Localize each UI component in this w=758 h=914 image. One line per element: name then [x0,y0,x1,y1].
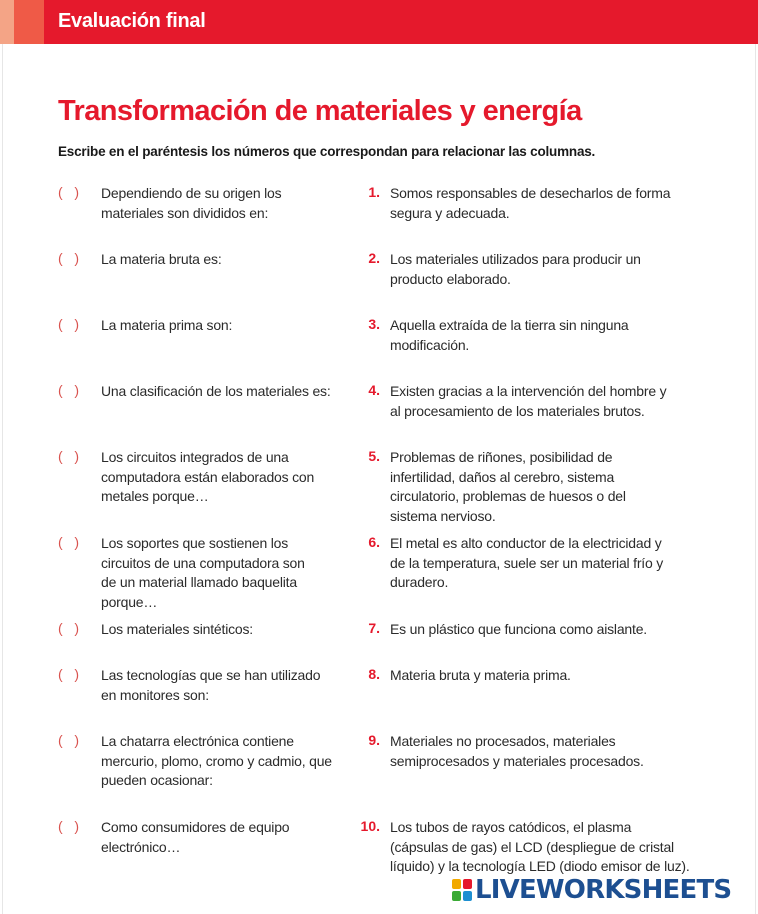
instructions: Escribe en el paréntesis los números que correspondan para relacionar las columnas. [58,144,596,159]
liveworksheets-logo [452,874,731,906]
right-column-statement: El metal es alto conductor de la electricidad y de la temperatura, suele ser un material frío y duradero. [390,535,664,590]
left-column-statement: La materia prima son: [101,317,233,333]
right-column-number: 2. [368,250,380,266]
right-column-statement: Problemas de riñones, posibilidad de infertilidad, daños al cerebro, sistema circulatorio, problemas de huesos o del sistema nervioso. [390,449,626,524]
right-column-statement: Materiales no procesados, materiales semiprocesados y materiales procesados. [390,733,644,769]
right-column-statement: Existen gracias a la intervención del hombre y al procesamiento de los materiales brutos. [390,383,667,419]
right-column-statement: Los tubos de rayos catódicos, el plasma (cápsulas de gas) el LCD (despliegue de cristal líquido) y la tecnología LED (diodo emisor de luz). [390,819,690,874]
logo-text: LIVEWORKSHEETS [475,875,732,905]
answer-parenthesis[interactable]: ( ) [58,732,79,748]
right-column-number: 3. [368,316,380,332]
answer-parenthesis[interactable]: ( ) [58,184,79,200]
header-tab-accent-inner [14,0,44,44]
right-column-number: 5. [368,448,380,464]
right-column-number: 4. [368,382,380,398]
page-title: Transformación de materiales y energía [58,95,582,127]
answer-parenthesis[interactable]: ( ) [58,382,79,398]
answer-parenthesis[interactable]: ( ) [58,448,79,464]
logo-icon-tile-l [452,879,461,889]
right-column-number: 8. [368,666,380,682]
header-title: Evaluación final [58,10,206,32]
left-column-statement: La chatarra electrónica contiene mercurio, plomo, cromo y cadmio, que pueden ocasionar: [101,733,332,788]
left-column-statement: Dependiendo de su origen los materiales son divididos en: [101,185,282,221]
right-column-number: 10. [360,818,380,834]
answer-parenthesis[interactable]: ( ) [58,316,79,332]
right-column-number: 1. [368,184,380,200]
answer-parenthesis[interactable]: ( ) [58,666,79,682]
right-column-number: 6. [368,534,380,550]
logo-icon-tile-e [463,891,472,901]
right-column-statement: Los materiales utilizados para producir un producto elaborado. [390,251,641,287]
liveworksheets-logo-icon [452,879,472,901]
answer-parenthesis[interactable]: ( ) [58,250,79,266]
left-column-statement: Como consumidores de equipo electrónico… [101,819,290,855]
left-column-statement: Las tecnologías que se han utilizado en monitores son: [101,667,321,703]
right-column-statement: Somos responsables de desecharlos de forma segura y adecuada. [390,185,671,221]
right-column-statement: Es un plástico que funciona como aislante. [390,621,647,637]
right-column-number: 9. [368,732,380,748]
left-column-statement: Una clasificación de los materiales es: [101,383,331,399]
left-column-statement: Los soportes que sostienen los circuitos de una computadora son de un material llamado baquelita porque… [101,535,305,610]
answer-parenthesis[interactable]: ( ) [58,620,79,636]
left-column-statement: Los materiales sintéticos: [101,621,253,637]
right-column-statement: Aquella extraída de la tierra sin ninguna modificación. [390,317,629,353]
left-column-statement: La materia bruta es: [101,251,222,267]
logo-icon-tile-v [452,891,461,901]
logo-icon-tile-i [463,879,472,889]
right-column-number: 7. [368,620,380,636]
answer-parenthesis[interactable]: ( ) [58,818,79,834]
right-column-statement: Materia bruta y materia prima. [390,667,571,683]
left-column-statement: Los circuitos integrados de una computadora están elaborados con metales porque… [101,449,315,504]
answer-parenthesis[interactable]: ( ) [58,534,79,550]
